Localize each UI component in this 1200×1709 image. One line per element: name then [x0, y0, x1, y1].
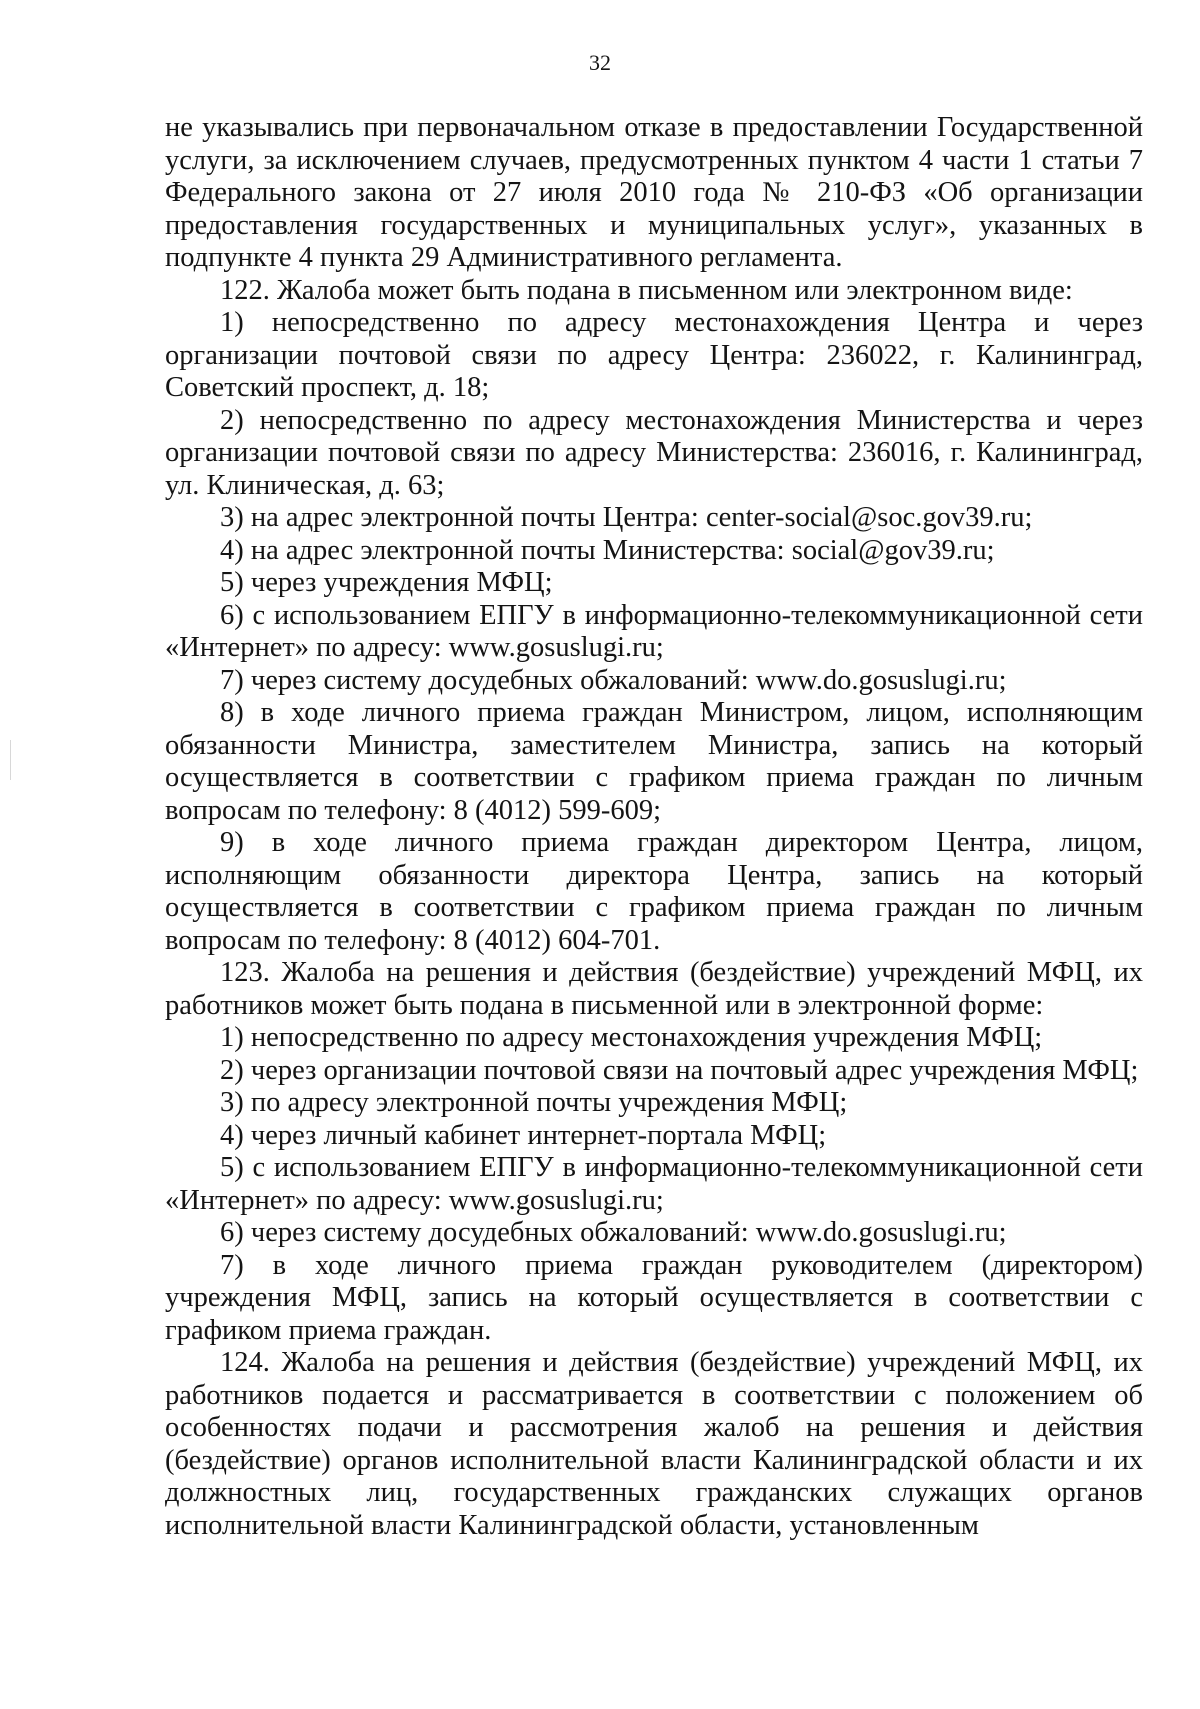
list-item-122-4: 4) на адрес электронной почты Министерства: social@gov39.ru;: [220, 534, 995, 566]
list-item-123-2: 2) через организации почтовой связи на почтовый адрес учреждения МФЦ;: [220, 1054, 1139, 1086]
list-item-123-7: 7) в ходе личного приема граждан руководителем (директором) учреждения МФЦ, запись на который осуществляется в соответствии с графиком приема граждан.: [165, 1249, 1143, 1346]
list-item-123-6: 6) через систему досудебных обжалований: www.do.gosuslugi.ru;: [220, 1217, 1007, 1248]
document-body: [165, 112, 1143, 1542]
paragraph-123: 123. Жалоба на решения и действия (бездействие) учреждений МФЦ, их работников может быть подана в письменной или в электронной форме:: [165, 957, 1143, 1021]
list-item-123-1: 1) непосредственно по адресу местонахождения учреждения МФЦ;: [220, 1022, 1043, 1053]
paragraph-continuation: не указывались при первоначальном отказе в предоставлении Государственной услуги, за исключением случаев, предусмотренных пунктом 4 части 1 статьи 7 Федерального закона от 27 июля 2010 года № 210-ФЗ «Об организации предоставления государственных и муниципальных услуг», указанных в подпункте 4 пункта 29 Административного регламента.: [165, 112, 1143, 273]
list-item-122-6: 6) с использованием ЕПГУ в информационно-телекоммуникационной сети «Интернет» по адресу: www.gosuslugi.ru;: [165, 599, 1143, 663]
list-item-122-1: 1) непосредственно по адресу местонахождения Центра и через организации почтовой связи по адресу Центра: 236022, г. Калининград, Советский проспект, д. 18;: [165, 307, 1143, 403]
list-item-123-3: 3) по адресу электронной почты учреждения МФЦ;: [220, 1087, 848, 1118]
paragraph-124: 124. Жалоба на решения и действия (бездействие) учреждений МФЦ, их работников подается и рассматривается в соответствии с положением об особенностях подачи и рассмотрения жалоб на решения и действия (бездействие) органов исполнительной власти Калининградской области и их должностных лиц, государственных гражданских служащих органов исполнительной власти Калининградской области, установленным: [165, 1347, 1143, 1541]
list-item-122-3: 3) на адрес электронной почты Центра: center-social@soc.gov39.ru;: [220, 502, 1033, 533]
scan-edge-mark: [10, 740, 11, 780]
list-item-122-8: 8) в ходе личного приема граждан Министром, лицом, исполняющим обязанности Министра, заместителем Министра, запись на который осуществляется в соответствии с графиком приема граждан по личным вопросам по телефону: 8 (4012) 599-609;: [165, 697, 1143, 826]
paragraph-122: 122. Жалоба может быть подана в письменном или электронном виде:: [220, 274, 1073, 306]
page-number: 32: [589, 50, 611, 75]
list-item-123-4: 4) через личный кабинет интернет-портала МФЦ;: [220, 1119, 827, 1151]
list-item-123-5: 5) с использованием ЕПГУ в информационно-телекоммуникационной сети «Интернет» по адресу: www.gosuslugi.ru;: [165, 1152, 1143, 1216]
list-item-122-9: 9) в ходе личного приема граждан директором Центра, лицом, исполняющим обязанности директора Центра, запись на который осуществляется в соответствии с графиком приема граждан по личным вопросам по телефону: 8 (4012) 604-701.: [165, 827, 1143, 956]
list-item-122-2: 2) непосредственно по адресу местонахождения Министерства и через организации почтовой связи по адресу Министерства: 236016, г. Калининград, ул. Клиническая, д. 63;: [165, 404, 1143, 501]
list-item-122-7: 7) через систему досудебных обжалований: www.do.gosuslugi.ru;: [220, 664, 1007, 696]
list-item-122-5: 5) через учреждения МФЦ;: [220, 567, 553, 598]
